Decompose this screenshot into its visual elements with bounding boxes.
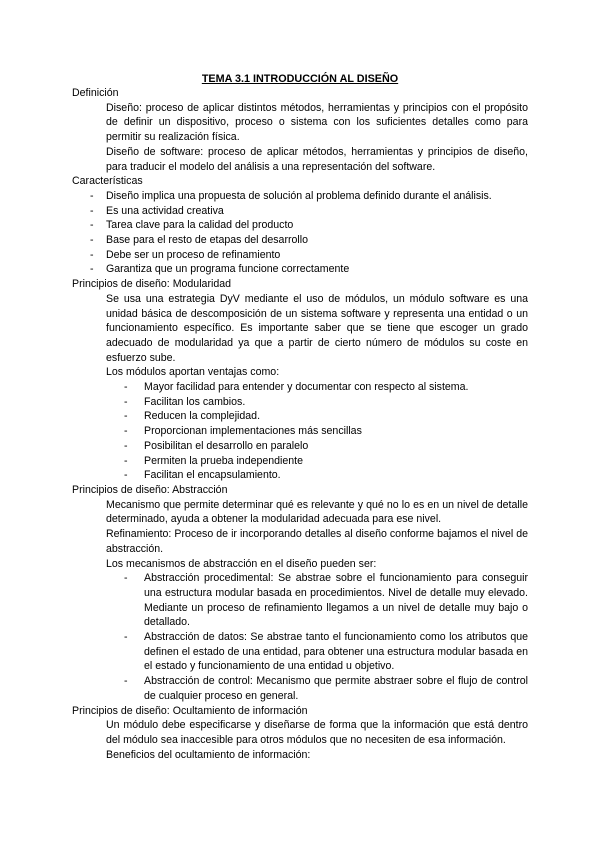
list-item: - Debe ser un proceso de refinamiento [90, 248, 528, 263]
paragraph: Se usa una estrategia DyV mediante el uso de módulos, un módulo software es una unidad básica de descomposición de un sistema software y representa una entidad o un funcionamiento específico. Es importante saber que se tiene que escoger un grado adecuado de modularidad ya que a partir de cierto número de módulos su coste en esfuerzo sube. [106, 292, 528, 364]
list-item: - Facilitan los cambios. [124, 395, 528, 410]
list-item: - Mayor facilidad para entender y documentar con respecto al sistema. [124, 380, 528, 395]
mecanismos-list [72, 571, 528, 703]
list-item: - Facilitan el encapsulamiento. [124, 468, 528, 483]
list-item: - Tarea clave para la calidad del producto [90, 218, 528, 233]
list-item: - Diseño implica una propuesta de solución al problema definido durante el análisis. [90, 189, 528, 204]
section-heading-abstraccion: Principios de diseño: Abstracción [72, 483, 228, 496]
paragraph: Diseño: proceso de aplicar distintos métodos, herramientas y principios con el propósito de definir un dispositivo, proceso o sistema con los suficientes detalles como para permitir su realización física. [106, 101, 528, 144]
document-body [72, 86, 528, 762]
paragraph: Diseño de software: proceso de aplicar métodos, herramientas y principios de diseño, para traducir el modelo del análisis a una representación del software. [106, 145, 528, 173]
list-item: - Permiten la prueba independiente [124, 454, 528, 469]
list-item: - Proporcionan implementaciones más sencillas [124, 424, 528, 439]
list-item: - Garantiza que un programa funcione correctamente [90, 262, 528, 277]
list-item: - Reducen la complejidad. [124, 409, 528, 424]
list-item: - Es una actividad creativa [90, 204, 528, 219]
list-item: - Abstracción de control: Mecanismo que permite abstraer sobre el flujo de control de cualquier proceso en general. [124, 674, 528, 703]
list-intro: Los módulos aportan ventajas como: [106, 366, 280, 379]
list-item: - Posibilitan el desarrollo en paralelo [124, 439, 528, 454]
paragraph: Refinamiento: Proceso de ir incorporando detalles al diseño conforme bajamos el nivel de abstracción. [106, 528, 528, 555]
paragraph: Un módulo debe especificarse y diseñarse de forma que la información que está dentro del módulo sea inaccesible para otros módulos que no necesiten de esa información. [106, 719, 528, 746]
caracteristicas-list [72, 189, 528, 277]
ventajas-list [72, 380, 528, 483]
list-item: - Abstracción procedimental: Se abstrae sobre el funcionamiento para conseguir una estructura modular basada en procedimientos. Nivel de detalle muy elevado. Mediante un proceso de refinamiento llegamos a un nivel de detalle muy bajo o detallado. [124, 571, 528, 630]
section-heading-definicion: Definición [72, 87, 119, 99]
section-heading-ocultamiento: Principios de diseño: Ocultamiento de información [72, 704, 308, 717]
paragraph: Mecanismo que permite determinar qué es relevante y qué no lo es en un nivel de detalle determinado, ayuda a obtener la modularidad adecuada para ese nivel. [106, 498, 528, 526]
list-item: - Abstracción de datos: Se abstrae tanto el funcionamiento como los atributos que definen el estado de una entidad, para obtener una estructura modular basada en el estado y funcionamiento de una entidad u objetivo. [124, 630, 528, 674]
list-intro: Beneficios del ocultamiento de información: [106, 748, 311, 761]
list-intro: Los mecanismos de abstracción en el diseño pueden ser: [106, 557, 377, 570]
page-title: TEMA 3.1 INTRODUCCIÓN AL DISEÑO [201, 73, 399, 85]
list-item: - Base para el resto de etapas del desarrollo [90, 233, 528, 248]
section-heading-caracteristicas: Características [72, 175, 143, 188]
section-heading-modularidad: Principios de diseño: Modularidad [72, 278, 231, 291]
